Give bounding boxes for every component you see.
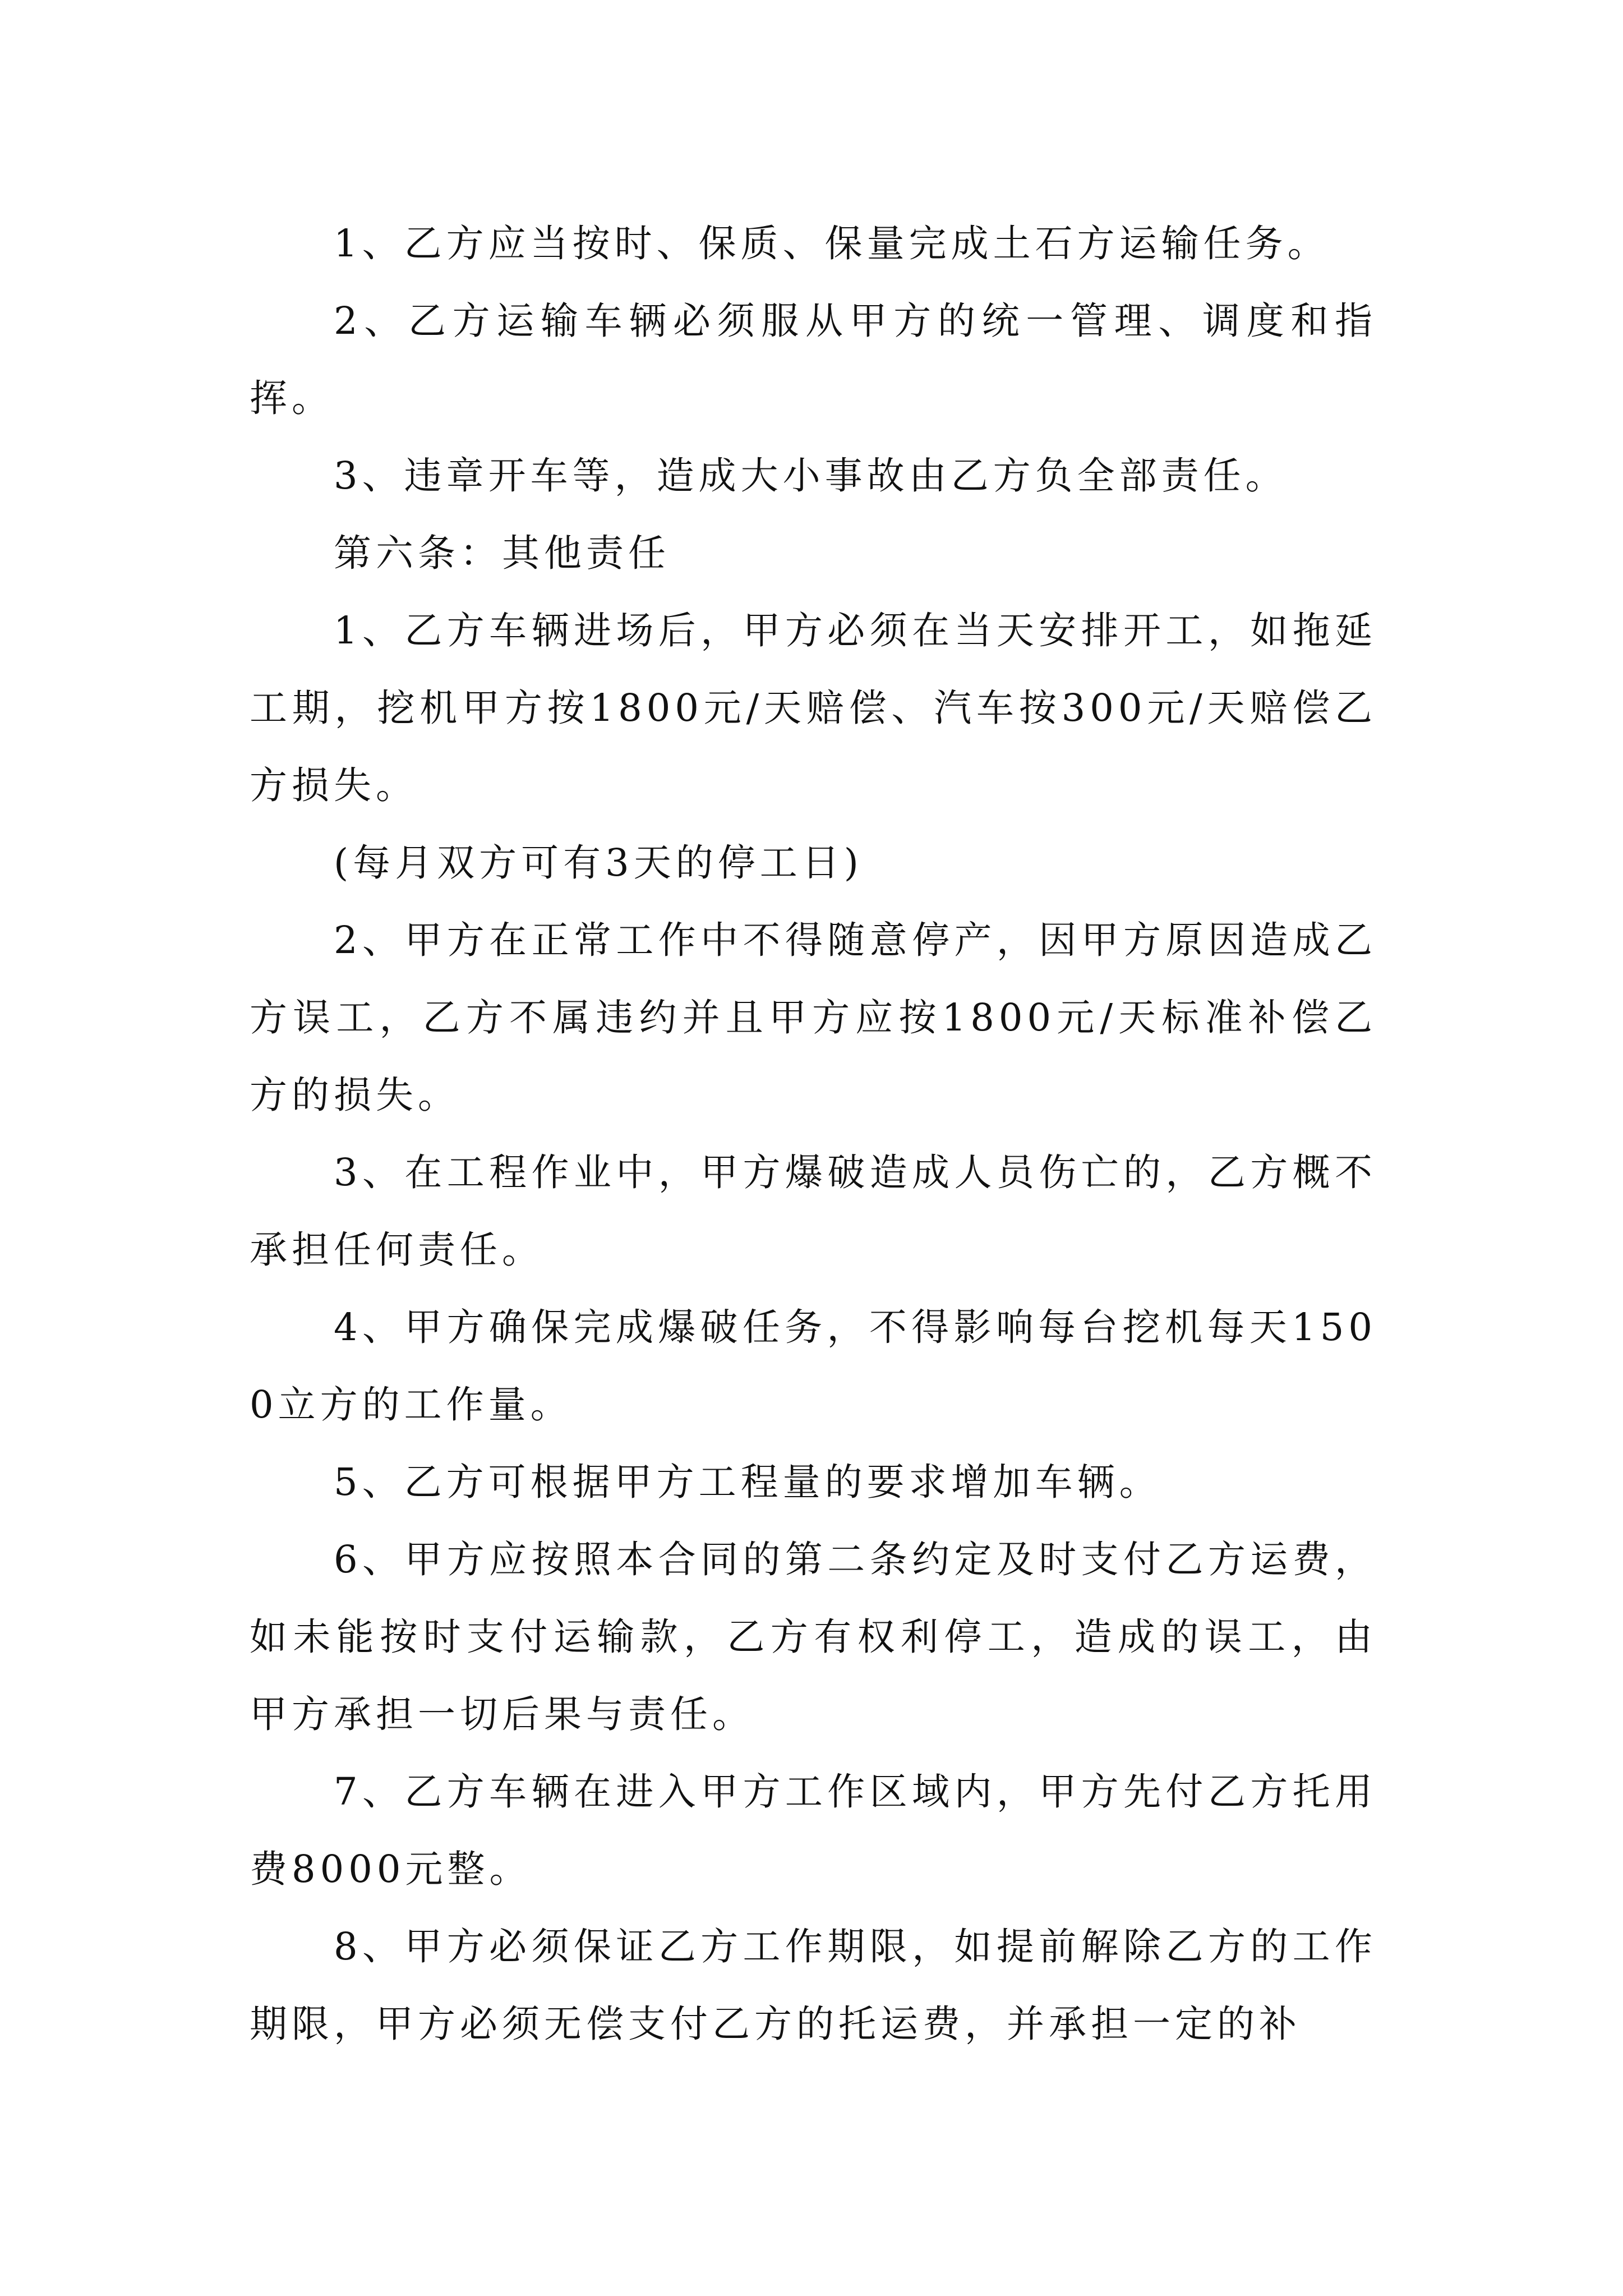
paragraph-9: 5、乙方可根据甲方工程量的要求增加车辆。 [334, 1460, 1161, 1504]
paragraph-12: 8、甲方必须保证乙方工作期限，如提前解除乙方的工作期限，甲方必须无偿支付乙方的托运费，并承担一定的补 [250, 1925, 1377, 2046]
paragraph-4: 1、乙方车辆进场后，甲方必须在当天安排开工，如拖延工期，挖机甲方按1800元/天赔偿、汽车按300元/天赔偿乙方损失。 [250, 609, 1377, 807]
document-body [250, 205, 1377, 2063]
paragraph-6: 2、甲方在正常工作中不得随意停产，因甲方原因造成乙方误工，乙方不属违约并且甲方应按1800元/天标准补偿乙方的损失。 [250, 918, 1377, 1117]
paragraph-5: (每月双方可有3天的停工日) [334, 841, 863, 885]
section-heading: 第六条：其他责任 [334, 531, 670, 575]
paragraph-10: 6、甲方应按照本合同的第二条约定及时支付乙方运费，如未能按时支付运输款，乙方有权利停工，造成的误工，由甲方承担一切后果与责任。 [250, 1538, 1377, 1736]
paragraph-11: 7、乙方车辆在进入甲方工作区域内，甲方先付乙方托用费8000元整。 [250, 1770, 1377, 1891]
paragraph-8: 4、甲方确保完成爆破任务，不得影响每台挖机每天1500立方的工作量。 [250, 1305, 1377, 1427]
paragraph-1: 1、乙方应当按时、保质、保量完成土石方运输任务。 [334, 222, 1330, 265]
paragraph-2: 2、乙方运输车辆必须服从甲方的统一管理、调度和指挥。 [250, 299, 1377, 420]
paragraph-7: 3、在工程作业中，甲方爆破造成人员伤亡的，乙方概不承担任何责任。 [250, 1151, 1377, 1272]
paragraph-3: 3、违章开车等，造成大小事故由乙方负全部责任。 [334, 454, 1288, 498]
